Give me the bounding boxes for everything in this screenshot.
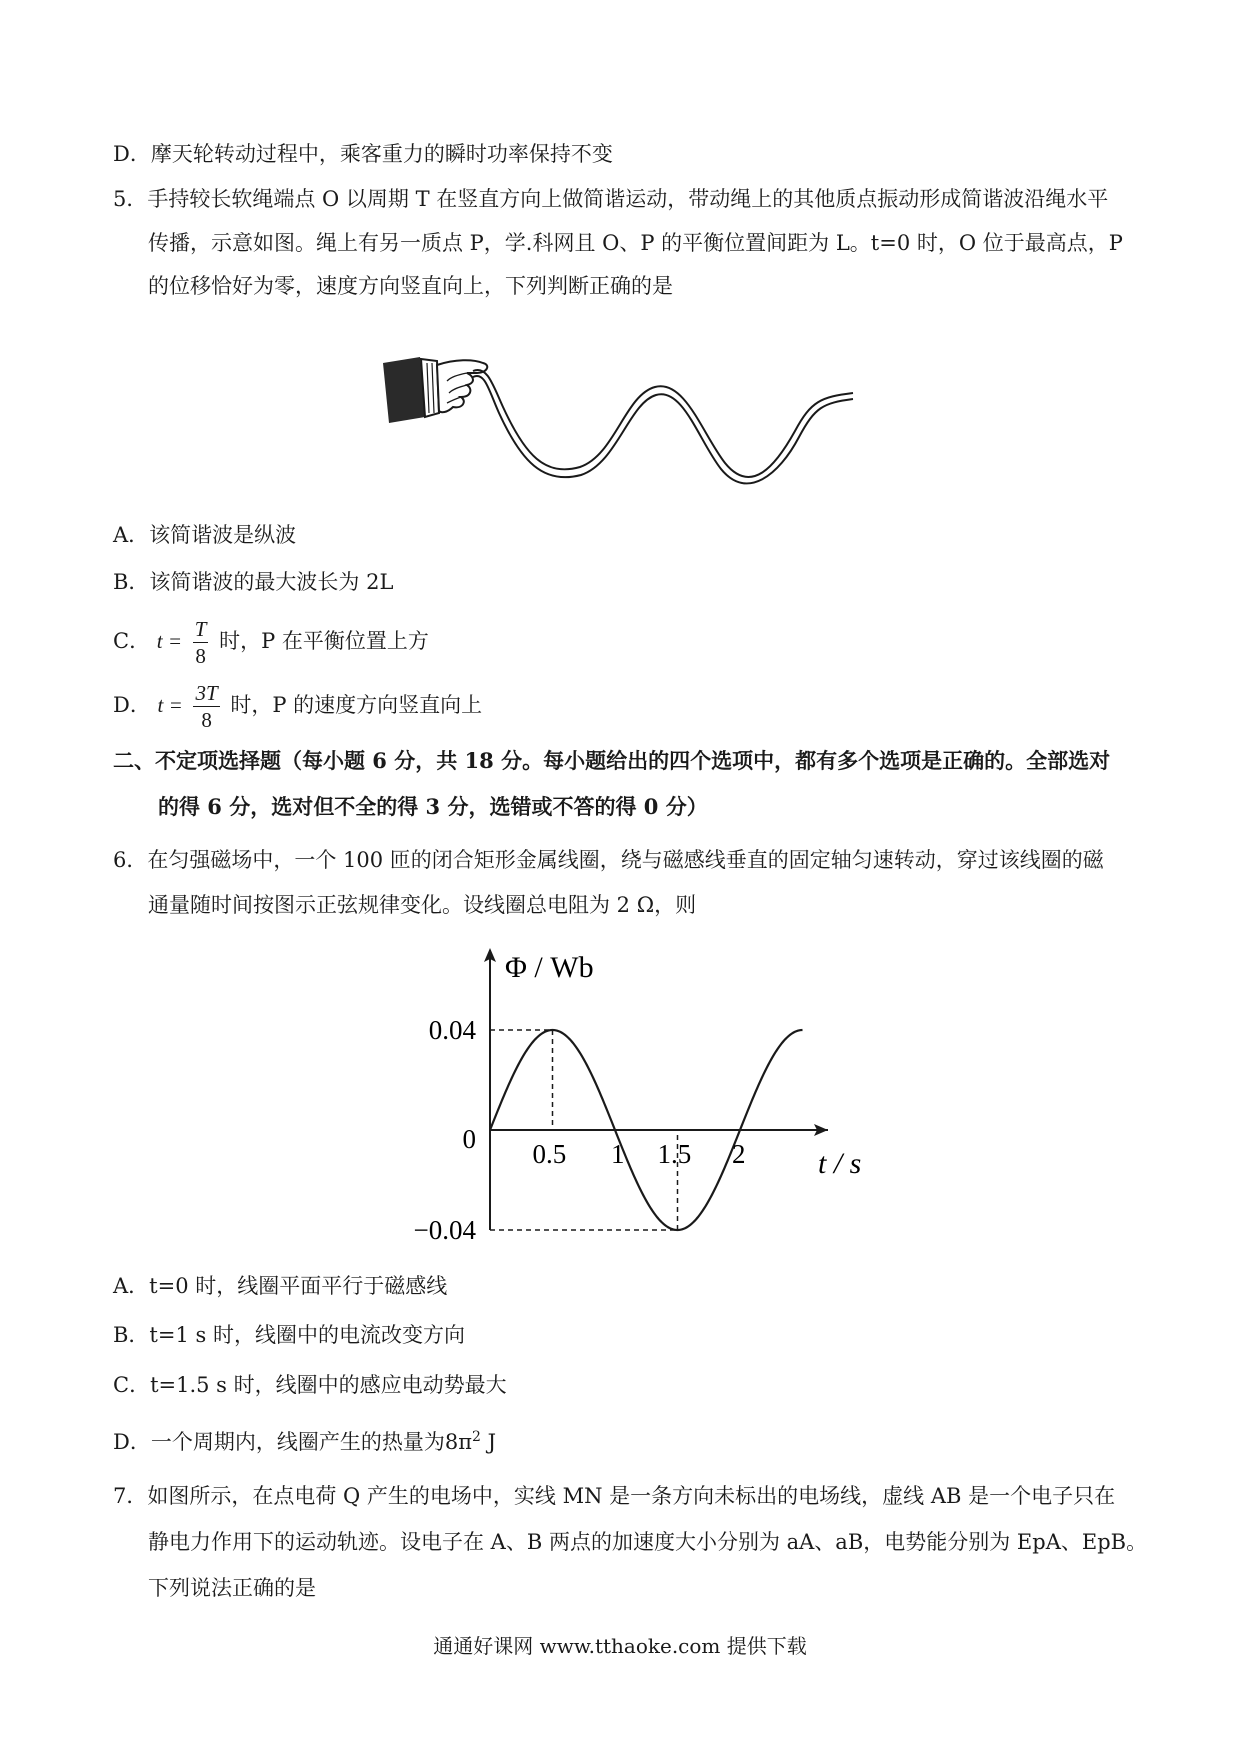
q5-option-c-denominator: 8 <box>195 644 206 668</box>
q5-option-d-denominator: 8 <box>201 708 212 732</box>
q6-option-a: A．t=0 时，线圈平面平行于磁感线 <box>113 1274 448 1298</box>
q4-option-d: D．摩天轮转动过程中，乘客重力的瞬时功率保持不变 <box>113 142 613 166</box>
section2-heading-line1: 二、不定项选择题（每小题 6 分，共 18 分。每小题给出的四个选项中，都有多个选项是正确的。全部选对 <box>113 748 1111 773</box>
q6-option-d-value: 8π <box>444 1430 473 1454</box>
q5-option-d-text: 时，P 的速度方向竖直向上 <box>230 693 483 717</box>
q6-option-d-unit: J <box>480 1430 497 1454</box>
q6-stem-line2: 通量随时间按图示正弦规律变化。设线圈总电阻为 2 Ω，则 <box>148 893 697 917</box>
q5-option-c-fraction <box>193 616 209 669</box>
q6-option-d-exponent: 2 <box>472 1429 481 1445</box>
q5-stem-line1: 5．手持较长软绳端点 O 以周期 T 在竖直方向上做简谐运动，带动绳上的其他质点振动形成简谐波沿绳水平 <box>113 187 1109 211</box>
q6-option-c: C．t=1.5 s 时，线圈中的感应电动势最大 <box>113 1373 507 1397</box>
q5-option-d-fraction <box>193 680 219 733</box>
y-tick-label: −0.04 <box>413 1215 476 1240</box>
q5-option-b: B．该简谐波的最大波长为 2L <box>113 570 394 594</box>
y-axis-label: Φ / Wb <box>505 951 594 984</box>
q5-option-c-numerator: T <box>194 617 207 641</box>
q7-stem-line2: 静电力作用下的运动轨迹。设电子在 A、B 两点的加速度大小分别为 aA、aB，电势能分别为 EpA、EpB。 <box>148 1530 1148 1554</box>
q5-option-d-t: t = <box>157 693 183 717</box>
q6-option-b: B．t=1 s 时，线圈中的电流改变方向 <box>113 1323 465 1347</box>
q5-stem-line2: 传播，示意如图。绳上有另一质点 P，学.科网且 O、P 的平衡位置间距为 L。t=0 时，O 位于最高点，P <box>148 231 1123 255</box>
x-tick-label: 1.5 <box>657 1139 692 1169</box>
q5-option-a: A．该简谐波是纵波 <box>113 523 297 547</box>
q5-option-d-label: D． <box>113 693 151 717</box>
section2-heading-line2: 的得 6 分，选对但不全的得 3 分，选错或不答的得 0 分） <box>158 794 708 819</box>
x-axis-label: t / s <box>818 1147 862 1180</box>
q6-option-d-text: D．一个周期内，线圈产生的热量为 <box>113 1430 445 1454</box>
q7-stem-line3: 下列说法正确的是 <box>148 1576 316 1600</box>
y-tick-label: 0.04 <box>428 1015 476 1045</box>
q5-option-c-label: C． <box>113 629 151 653</box>
q6-stem-line1: 6．在匀强磁场中，一个 100 匝的闭合矩形金属线圈，绕与磁感线垂直的固定轴匀速转动，穿过该线圈的磁 <box>113 848 1104 872</box>
x-tick-label: 1 <box>611 1139 625 1169</box>
x-tick-label: 2 <box>732 1139 746 1169</box>
q5-option-d <box>113 670 482 740</box>
q5-stem-line3: 的位移恰好为零，速度方向竖直向上，下列判断正确的是 <box>148 274 673 298</box>
q5-option-d-numerator: 3T <box>195 681 218 705</box>
y-tick-label: 0 <box>462 1124 476 1154</box>
x-tick-label: 0.5 <box>532 1139 567 1169</box>
flux-time-chart <box>380 940 880 1240</box>
q6-option-d <box>113 1422 496 1457</box>
q5-option-c-t: t = <box>156 629 183 653</box>
hand-rope-figure <box>375 355 855 495</box>
q5-option-c <box>113 606 429 676</box>
q7-stem-line1: 7．如图所示，在点电荷 Q 产生的电场中，实线 MN 是一条方向未标出的电场线，虚线 AB 是一个电子只在 <box>113 1484 1116 1508</box>
page-footer: 通通好课网 www.tthaoke.com 提供下载 <box>433 1634 807 1658</box>
q5-option-c-text: 时，P 在平衡位置上方 <box>219 629 429 653</box>
